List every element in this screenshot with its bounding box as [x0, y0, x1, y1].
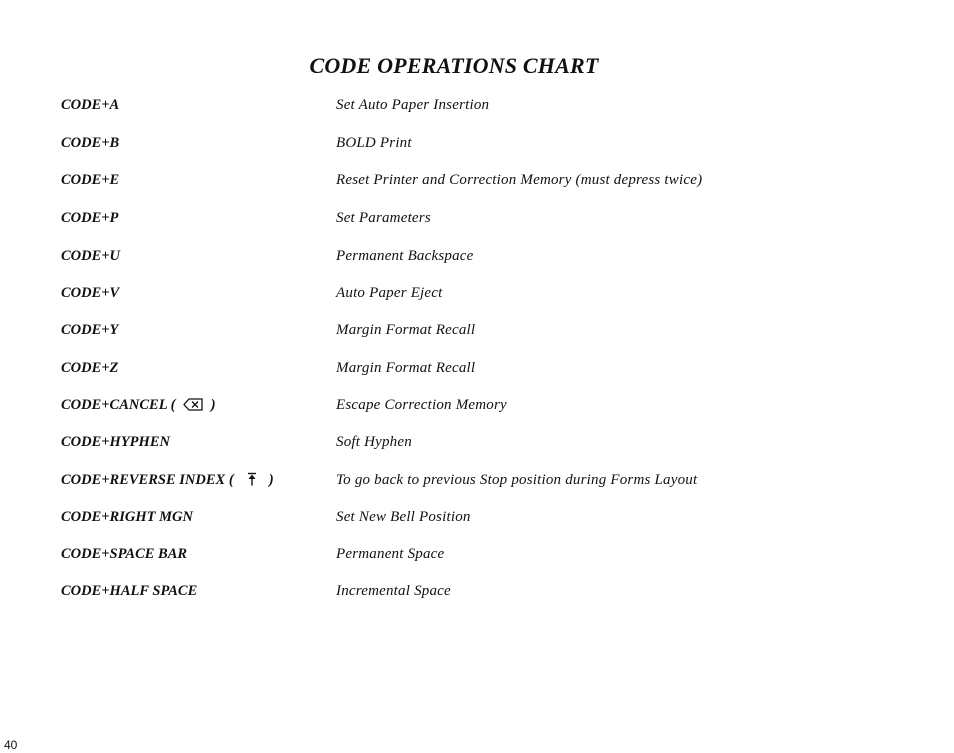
- command-label: CODE+Y: [61, 322, 119, 338]
- list-item: [0, 397, 954, 421]
- command-description: Set New Bell Position: [336, 509, 471, 525]
- command-label-suffix: ): [268, 472, 274, 488]
- command-label: [61, 397, 216, 416]
- command-label: CODE+HYPHEN: [61, 434, 170, 450]
- list-item: [0, 135, 954, 159]
- command-description: Set Auto Paper Insertion: [336, 97, 490, 113]
- list-item: [0, 583, 954, 607]
- command-label: CODE+B: [61, 135, 120, 151]
- command-label: CODE+SPACE BAR: [61, 546, 188, 562]
- list-item: [0, 322, 954, 346]
- list-item: [0, 546, 954, 570]
- page-number: 40: [4, 738, 18, 752]
- command-description: Margin Format Recall: [336, 322, 476, 338]
- command-label: CODE+A: [61, 97, 120, 113]
- list-item: [0, 472, 954, 496]
- list-item: [0, 509, 954, 533]
- command-label: CODE+RIGHT MGN: [61, 509, 193, 525]
- command-label: CODE+Z: [61, 360, 119, 376]
- command-description: Auto Paper Eject: [336, 285, 443, 301]
- command-description: Reset Printer and Correction Memory (must depress twice): [336, 172, 703, 188]
- command-label: CODE+V: [61, 285, 120, 301]
- command-description: BOLD Print: [336, 135, 412, 151]
- command-description: Margin Format Recall: [336, 360, 476, 376]
- command-description: Permanent Backspace: [336, 248, 474, 264]
- list-item: [0, 97, 954, 121]
- list-item: [0, 248, 954, 272]
- command-label: CODE+E: [61, 172, 120, 188]
- command-description: Permanent Space: [336, 546, 445, 562]
- list-item: [0, 285, 954, 309]
- list-item: [0, 172, 954, 196]
- page-title: CODE OPERATIONS CHART: [309, 53, 599, 78]
- command-label: CODE+U: [61, 248, 121, 264]
- command-label-suffix: ): [210, 397, 216, 413]
- command-description: Soft Hyphen: [336, 434, 412, 450]
- list-item: [0, 360, 954, 384]
- command-label-prefix: CODE+CANCEL (: [61, 397, 176, 413]
- command-description: To go back to previous Stop position during Forms Layout: [336, 472, 698, 488]
- cancel-key-icon: [183, 398, 203, 416]
- command-description: Set Parameters: [336, 210, 431, 226]
- command-label: CODE+P: [61, 210, 119, 226]
- command-label: CODE+HALF SPACE: [61, 583, 198, 599]
- list-item: [0, 210, 954, 234]
- command-description: Incremental Space: [336, 583, 451, 599]
- command-label-prefix: CODE+REVERSE INDEX (: [61, 472, 234, 488]
- reverse-index-icon: [247, 472, 257, 491]
- command-description: Escape Correction Memory: [336, 397, 507, 413]
- list-item: [0, 434, 954, 458]
- command-label: [61, 472, 274, 491]
